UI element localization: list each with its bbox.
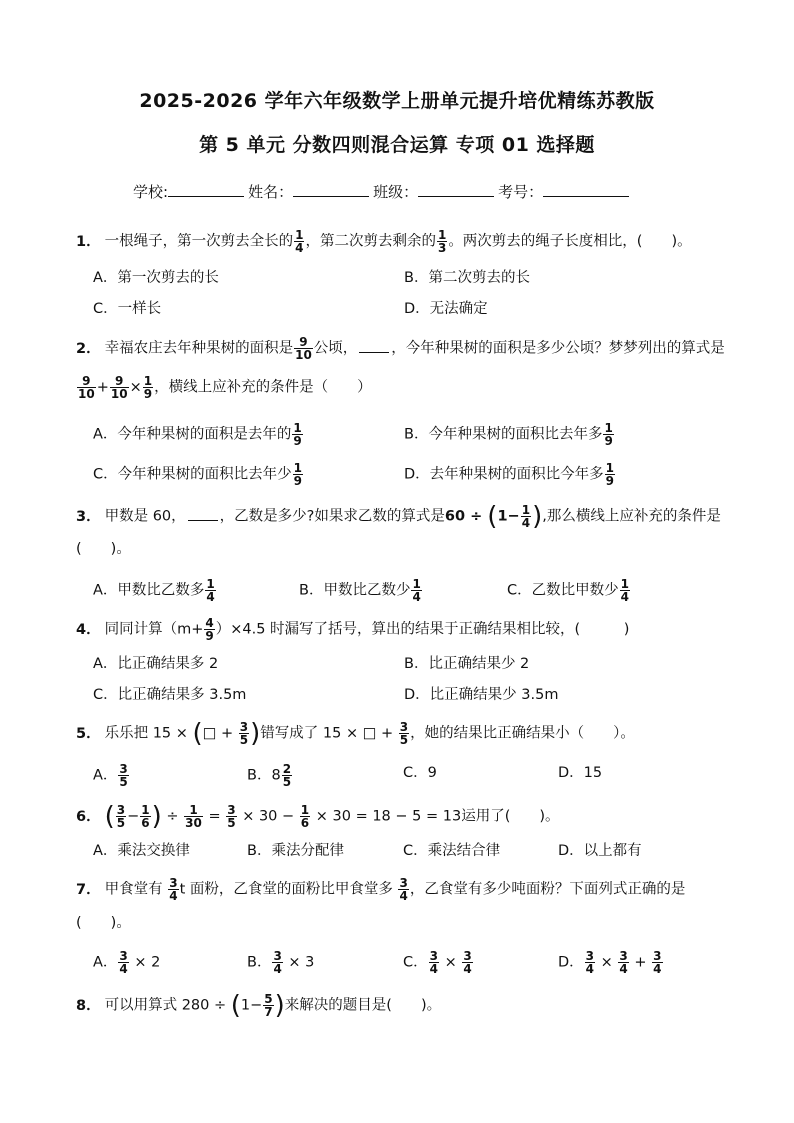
- question-text: ，乙食堂有多少吨面粉？下面列式正确的是: [409, 881, 686, 898]
- option-a[interactable]: A． $\frac{3}{5}$: [93, 762, 128, 789]
- option-b[interactable]: B．今年种果树的面积比去年多 $\frac{1}{9}$: [404, 421, 613, 448]
- fraction: $\frac{3}{4}$: [429, 949, 438, 976]
- question-number: 8．: [76, 997, 101, 1014]
- fraction: $\frac{1}{4}$: [620, 577, 629, 604]
- operator: ×: [129, 379, 142, 396]
- paren-close: ): [532, 501, 543, 532]
- option-c[interactable]: C． $\frac{3}{4}$ × $\frac{3}{4}$: [403, 949, 472, 976]
- paren-close: ): [151, 801, 162, 832]
- operator: −: [127, 808, 140, 825]
- question-text: ，横线上应补充的条件是（ ）: [154, 379, 372, 396]
- option-c[interactable]: C．比正确结果多 3.5m: [93, 687, 247, 703]
- option-b[interactable]: B．甲数比乙数少 $\frac{1}{4}$: [299, 577, 421, 604]
- fraction: $\frac{3}{5}$: [239, 720, 249, 747]
- option-a[interactable]: A． $\frac{3}{4}$ × 2: [93, 949, 161, 976]
- school-label: 学校:: [133, 183, 169, 201]
- question-number: 4．: [76, 621, 101, 638]
- question-number: 5．: [76, 725, 101, 742]
- expression: × 30 −: [237, 808, 299, 825]
- expression: □ +: [202, 725, 238, 742]
- name-label: 姓名：: [248, 183, 294, 201]
- question-5: [76, 718, 635, 749]
- name-blank[interactable]: [293, 182, 369, 197]
- fraction: $\frac{1}{9}$: [143, 374, 153, 401]
- fraction: $\frac{1}{4}$: [521, 503, 531, 530]
- question-7: [76, 877, 685, 902]
- class-label: 班级：: [373, 183, 419, 201]
- expression: 60 ÷: [444, 508, 488, 525]
- fraction: $\frac{3}{4}$: [169, 876, 178, 903]
- question-1: [76, 229, 692, 254]
- fraction: $\frac{3}{4}$: [585, 949, 595, 976]
- paren-close: ): [250, 718, 261, 749]
- fraction: $\frac{3}{5}$: [116, 803, 126, 830]
- fraction: $\frac{1}{9}$: [604, 421, 613, 448]
- question-text: 错写成了 15 × □ +: [260, 725, 398, 742]
- option-a[interactable]: A．甲数比乙数多 $\frac{1}{4}$: [93, 577, 215, 604]
- fraction: $\frac{3}{4}$: [653, 949, 662, 976]
- paren-close: ): [274, 990, 285, 1021]
- question-text: 公顷，: [313, 340, 358, 357]
- fraction: $\frac{1}{4}$: [206, 577, 215, 604]
- fraction: $\frac{1}{9}$: [293, 421, 302, 448]
- fraction: $\frac{3}{5}$: [227, 803, 236, 830]
- option-d[interactable]: D．以上都有: [558, 843, 642, 859]
- fraction: $\frac{3}{4}$: [463, 949, 472, 976]
- fraction: $\frac{1}{3}$: [437, 228, 447, 255]
- question-text: 同同计算（m+: [104, 621, 204, 638]
- question-text: ）×4.5 时漏写了括号，算出的结果于正确结果相比较，( ): [215, 621, 630, 638]
- question-text: 可以用算式 280 ÷: [104, 997, 231, 1014]
- question-text: t 面粉，乙食堂的面粉比甲食堂多: [179, 881, 398, 898]
- student-info-row: [133, 181, 633, 202]
- option-c[interactable]: C．乘法结合律: [403, 843, 501, 859]
- paren-open: (: [104, 801, 115, 832]
- operator: ÷: [161, 808, 184, 825]
- operator: +: [96, 379, 109, 396]
- question-text: ，她的结果比正确结果小（ ）。: [410, 725, 635, 742]
- answer-blank: [359, 338, 389, 353]
- fraction: $\frac{3}{4}$: [399, 876, 408, 903]
- question-6: [76, 801, 560, 832]
- question-text: 一根绳子，第一次剪去全长的: [104, 233, 294, 250]
- question-number: 1．: [76, 233, 101, 250]
- fraction: $\frac{9}{10}$: [295, 335, 312, 362]
- question-8: [76, 990, 442, 1021]
- operator: =: [203, 808, 226, 825]
- school-blank[interactable]: [168, 182, 244, 197]
- page-subtitle: 第 5 单元 分数四则混合运算 专项 01 选择题: [199, 134, 595, 156]
- fraction: $\frac{3}{4}$: [119, 949, 128, 976]
- option-b[interactable]: B．8 $\frac{2}{5}$: [247, 762, 292, 789]
- option-a[interactable]: A．乘法交换律: [93, 843, 190, 859]
- class-blank[interactable]: [418, 182, 494, 197]
- option-b[interactable]: B．第二次剪去的长: [404, 270, 530, 286]
- option-b[interactable]: B． $\frac{3}{4}$ × 3: [247, 949, 315, 976]
- question-text: 幸福农庄去年种果树的面积是: [104, 340, 294, 357]
- fraction: $\frac{1}{4}$: [412, 577, 421, 604]
- fraction: $\frac{3}{5}$: [399, 720, 409, 747]
- exam-no-label: 考号：: [498, 183, 544, 201]
- fraction: $\frac{3}{4}$: [619, 949, 628, 976]
- question-2-expression: [76, 375, 372, 400]
- question-text: ，今年种果树的面积是多少公顷？梦梦列出的算式是: [391, 340, 725, 357]
- question-text: 。两次剪去的绳子长度相比，( )。: [448, 233, 692, 250]
- option-a[interactable]: A．今年种果树的面积是去年的 $\frac{1}{9}$: [93, 421, 302, 448]
- option-c[interactable]: C．一样长: [93, 301, 162, 317]
- option-b[interactable]: B．乘法分配律: [247, 843, 344, 859]
- fraction: $\frac{3}{5}$: [119, 762, 128, 789]
- option-a[interactable]: A．第一次剪去的长: [93, 270, 219, 286]
- option-d[interactable]: D．无法确定: [404, 301, 488, 317]
- option-c[interactable]: C．乙数比甲数少 $\frac{1}{4}$: [507, 577, 629, 604]
- question-text: 来解决的题目是( )。: [284, 997, 442, 1014]
- question-text: × 30 = 18 − 5 = 13运用了( )。: [311, 808, 560, 825]
- paren-open: (: [487, 501, 498, 532]
- option-b[interactable]: B．比正确结果少 2: [404, 656, 530, 672]
- fraction: $\frac{4}{9}$: [205, 616, 214, 643]
- fraction: $\frac{5}{7}$: [264, 992, 273, 1019]
- fraction: $\frac{1}{9}$: [293, 461, 302, 488]
- fraction: $\frac{1}{30}$: [185, 803, 202, 830]
- paren-open: (: [192, 718, 203, 749]
- question-number: 2．: [76, 340, 101, 357]
- fraction: $\frac{1}{9}$: [605, 461, 615, 488]
- option-c[interactable]: C．9: [403, 765, 437, 781]
- question-3-continued: ( )。: [76, 541, 131, 557]
- question-number: 7．: [76, 881, 101, 898]
- option-c[interactable]: C．今年种果树的面积比去年少 $\frac{1}{9}$: [93, 461, 302, 488]
- answer-blank: [188, 506, 218, 521]
- option-a[interactable]: A．比正确结果多 2: [93, 656, 219, 672]
- option-d[interactable]: D．15: [558, 765, 603, 781]
- option-d[interactable]: D． $\frac{3}{4}$ × $\frac{3}{4}$ + $\frac{3}{4}$: [558, 949, 662, 976]
- question-text: ,那么横线上应补充的条件是: [542, 508, 721, 525]
- question-number: 3．: [76, 508, 101, 525]
- question-text: 甲数是 60，: [104, 508, 186, 525]
- option-d[interactable]: D．比正确结果少 3.5m: [404, 687, 559, 703]
- question-text: 甲食堂有: [104, 881, 168, 898]
- exam-no-blank[interactable]: [543, 182, 629, 197]
- fraction: $\frac{1}{6}$: [300, 803, 310, 830]
- question-text: ，第二次剪去剩余的: [305, 233, 436, 250]
- paren-open: (: [230, 990, 241, 1021]
- fraction: $\frac{9}{10}$: [110, 374, 128, 401]
- question-7-continued: ( )。: [76, 915, 131, 931]
- option-d[interactable]: D．去年种果树的面积比今年多 $\frac{1}{9}$: [404, 461, 615, 488]
- question-text: 乐乐把 15 ×: [104, 725, 193, 742]
- question-3: [76, 501, 721, 532]
- page-title: 2025-2026 学年六年级数学上册单元提升培优精练苏教版: [139, 90, 655, 112]
- fraction: $\frac{1}{4}$: [295, 228, 304, 255]
- question-4: [76, 617, 629, 642]
- question-text: ，乙数是多少?如果求乙数的算式是: [219, 508, 445, 525]
- expression: 1−: [240, 997, 263, 1014]
- fraction: $\frac{1}{6}$: [141, 803, 150, 830]
- expression: 1−: [497, 508, 520, 525]
- fraction: $\frac{3}{4}$: [273, 949, 282, 976]
- question-2: [76, 336, 725, 361]
- fraction: $\frac{9}{10}$: [78, 374, 95, 401]
- fraction: $\frac{2}{5}$: [282, 762, 292, 789]
- question-number: 6．: [76, 808, 101, 825]
